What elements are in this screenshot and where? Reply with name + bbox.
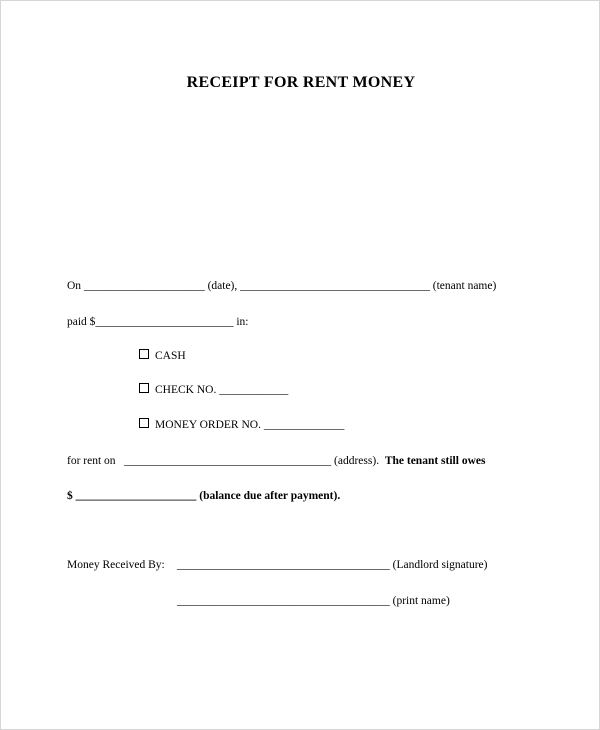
money-order-option[interactable] — [139, 418, 344, 432]
tenant-name-label: (tenant name) — [432, 280, 497, 292]
cash-option[interactable] — [139, 349, 186, 363]
print-name-blank[interactable]: _____________________________________ — [177, 595, 390, 607]
balance-blank[interactable]: _____________________ — [75, 490, 197, 502]
paid-line — [67, 315, 248, 329]
balance-label: (balance due after payment). — [199, 490, 341, 502]
address-blank[interactable]: ____________________________________ — [124, 455, 332, 467]
landlord-signature-label: (Landlord signature) — [392, 559, 488, 571]
date-label: (date), — [207, 280, 238, 292]
paid-label: paid $ — [67, 316, 96, 328]
balance-line — [67, 489, 340, 503]
cash-checkbox[interactable] — [139, 349, 149, 359]
check-label: CHECK NO. — [155, 384, 217, 396]
dollar-label: $ — [67, 490, 73, 502]
rent-address-line — [67, 454, 485, 468]
money-order-checkbox[interactable] — [139, 418, 149, 428]
received-by-label: Money Received By: — [67, 559, 165, 571]
print-name-label: (print name) — [392, 595, 450, 607]
on-label: On — [67, 280, 82, 292]
money-order-label: MONEY ORDER NO. — [155, 419, 261, 431]
print-name-line — [177, 594, 450, 608]
for-rent-on-label: for rent on — [67, 455, 116, 467]
check-option[interactable] — [139, 383, 288, 397]
landlord-signature-blank[interactable]: _____________________________________ — [177, 559, 390, 571]
money-order-number-blank[interactable]: ______________ — [263, 419, 345, 431]
in-label: in: — [236, 316, 249, 328]
check-number-blank[interactable]: ____________ — [219, 384, 289, 396]
document-title: RECEIPT FOR RENT MONEY — [186, 74, 416, 91]
tenant-owes-label: The tenant still owes — [384, 455, 486, 467]
amount-blank[interactable]: ________________________ — [95, 316, 234, 328]
address-label: (address). — [334, 455, 380, 467]
date-tenant-line — [67, 279, 496, 293]
cash-label: CASH — [155, 350, 186, 362]
check-checkbox[interactable] — [139, 383, 149, 393]
date-blank[interactable]: _____________________ — [83, 280, 205, 292]
signature-line — [177, 558, 487, 572]
tenant-name-blank[interactable]: _________________________________ — [240, 280, 430, 292]
